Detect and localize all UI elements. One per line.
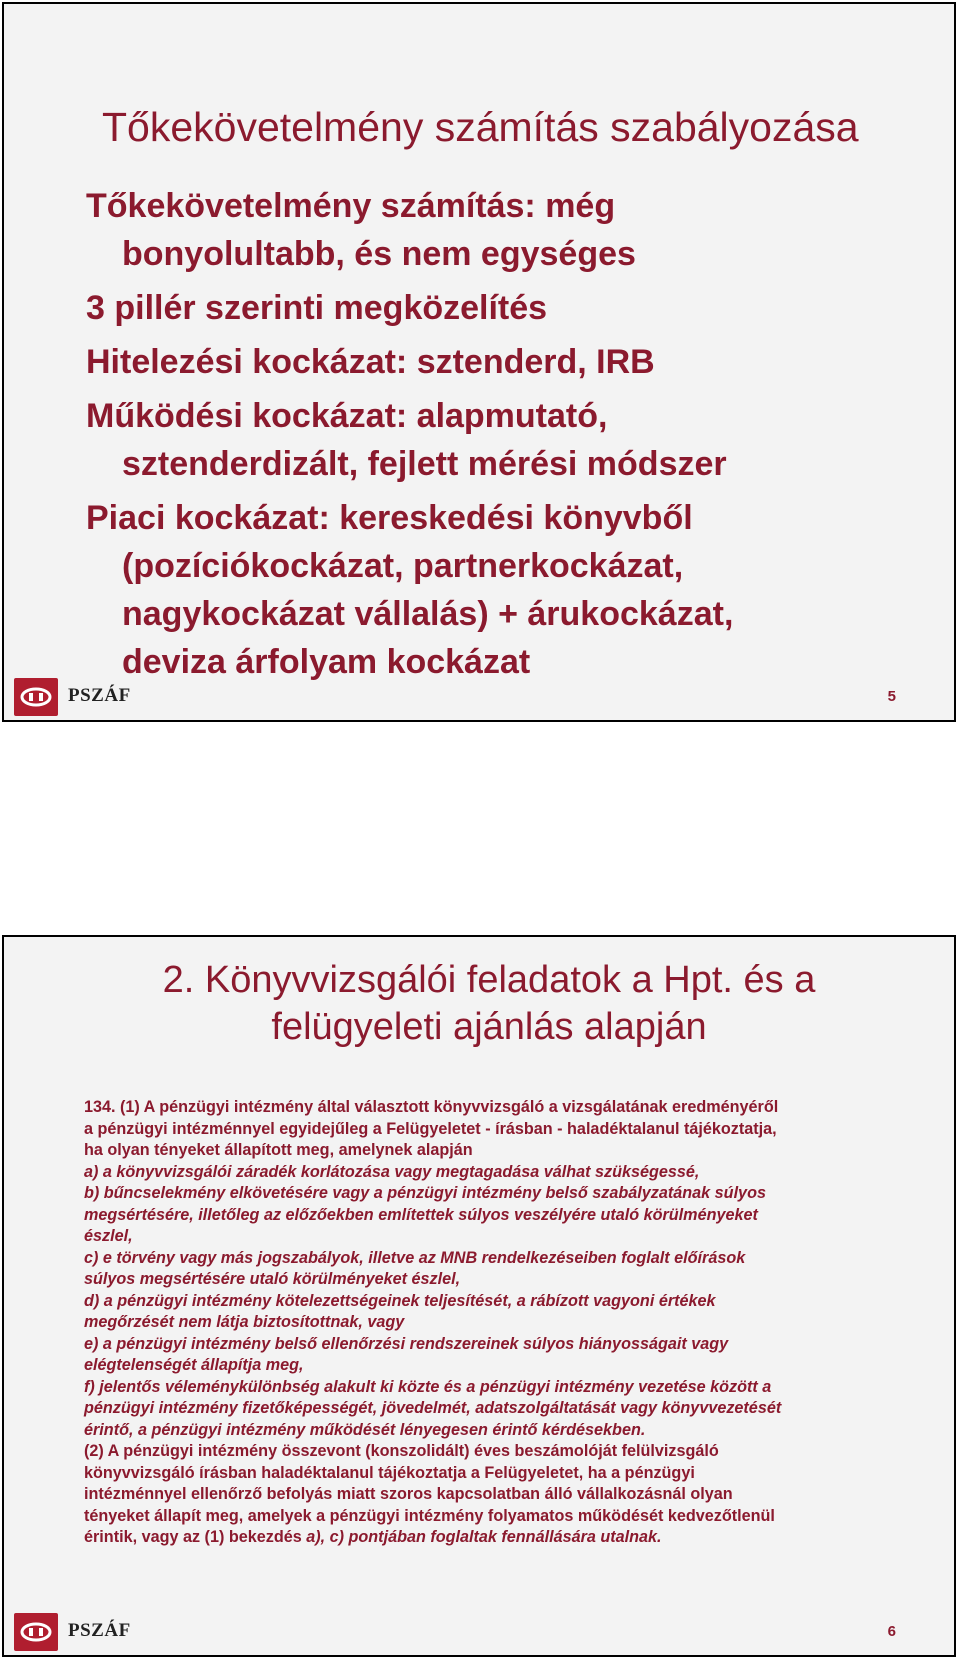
paragraph-2: [84, 1441, 894, 1527]
text-line: elégtelenségét állapítja meg,: [84, 1356, 304, 1374]
slide-footer: [4, 1609, 954, 1655]
text-line: pénzügyi intézmény fizetőképességét, jövedelmét, adatszolgáltatását vagy könyvvezetését: [84, 1399, 782, 1417]
page-number: 6: [887, 1623, 896, 1640]
title-line: felügyeleti ajánlás alapján: [271, 1006, 707, 1048]
text-line: e) a pénzügyi intézmény belső ellenőrzési rendszereinek súlyos hiányosságait vagy: [84, 1334, 729, 1353]
text-line: tényeket állapít meg, amelyek a pénzügyi intézmény folyamatos működését kedvezőtlenül: [84, 1506, 775, 1525]
text-line: érintő, a pénzügyi intézmény működését lényegesen érintő kérdésekben.: [84, 1420, 646, 1439]
text-line: 134. (1) A pénzügyi intézmény által választott könyvvizsgáló a vizsgálatának eredményéről: [84, 1098, 779, 1116]
text-line: intézménnyel ellenőrző befolyás miatt szoros kapcsolatban álló vállalkozásnál olyan: [84, 1485, 733, 1503]
bullet-text: Tőkekövetelmény számítás: még: [86, 187, 616, 225]
slide-5: [2, 2, 956, 722]
bullet-text: Piaci kockázat: kereskedési könyvből: [86, 499, 693, 537]
bullet-continuation: nagykockázat vállalás) + árukockázat,: [122, 595, 734, 633]
bullet-list: [86, 182, 926, 692]
text-line: megőrzését nem látja biztosítottnak, vagy: [84, 1313, 405, 1331]
pszaf-logo-icon: [14, 678, 58, 716]
slide-body: [84, 1097, 894, 1549]
paragraph-1-points: [84, 1162, 894, 1442]
bullet-continuation: (pozíciókockázat, partnerkockázat,: [122, 547, 684, 585]
bullet-continuation: bonyolultabb, és nem egységes: [122, 235, 636, 273]
bullet-item: [86, 494, 926, 686]
text-line: megsértésére, illetőleg az előzőekben említettek súlyos veszélyére utaló körülményeket: [84, 1205, 758, 1224]
slide-title: [84, 957, 894, 1051]
page-number: 5: [887, 688, 896, 705]
bullet-continuation: deviza árfolyam kockázat: [122, 643, 531, 681]
bullet-text: 3 pillér szerinti megközelítés: [86, 289, 548, 327]
text-line: észlel,: [84, 1227, 133, 1245]
bullet-item: [86, 338, 926, 386]
last-line-italic: a), c) pontjában foglaltak fennállására utalnak.: [306, 1528, 662, 1546]
bullet-text: Hitelezési kockázat: sztenderd, IRB: [86, 343, 655, 381]
text-line: (2) A pénzügyi intézmény összevont (konszolidált) éves beszámolóját felülvizsgáló: [84, 1442, 719, 1460]
bullet-item: [86, 284, 926, 332]
paragraph-2-last-line: [84, 1527, 894, 1549]
paragraph-1-intro: [84, 1097, 894, 1162]
slide-title: Tőkekövetelmény számítás szabályozása: [102, 104, 859, 150]
last-line-normal: érintik, vagy az (1) bekezdés: [84, 1528, 307, 1546]
text-line: d) a pénzügyi intézmény kötelezettségeinek teljesítését, a rábízott vagyoni értékek: [84, 1291, 716, 1310]
text-line: f) jelentős véleménykülönbség alakult ki közte és a pénzügyi intézmény vezetése között a: [84, 1377, 772, 1396]
bullet-item: [86, 392, 926, 488]
text-line: c) e törvény vagy más jogszabályok, illetve az MNB rendelkezéseiben foglalt előírások: [84, 1248, 746, 1267]
logo-text: PSZÁF: [68, 685, 131, 706]
text-line: ha olyan tényeket állapított meg, amelynek alapján: [84, 1141, 473, 1159]
text-line: a pénzügyi intézménnyel egyidejűleg a Felügyeletet - írásban - haladéktalanul tájékoztatja,: [84, 1119, 777, 1138]
text-line: a) a könyvvizsgálói záradék korlátozása vagy megtagadása válhat szükségessé,: [84, 1162, 700, 1181]
text-line: b) bűncselekmény elkövetésére vagy a pénzügyi intézmény belső szabályzatának súlyos: [84, 1184, 766, 1202]
logo-text: PSZÁF: [68, 1620, 131, 1641]
slide-6: [2, 935, 956, 1657]
slide-footer: [4, 674, 954, 720]
pszaf-logo-icon: [14, 1613, 58, 1651]
bullet-item: [86, 182, 926, 278]
text-line: könyvvizsgáló írásban haladéktalanul tájékoztatja a Felügyeletet, ha a pénzügyi: [84, 1463, 695, 1482]
text-line: súlyos megsértésére utaló körülményeket észlel,: [84, 1270, 461, 1288]
bullet-continuation: sztenderdizált, fejlett mérési módszer: [122, 445, 727, 483]
title-line: 2. Könyvvizsgálói feladatok a Hpt. és a: [162, 959, 816, 1001]
bullet-text: Működési kockázat: alapmutató,: [86, 397, 608, 435]
